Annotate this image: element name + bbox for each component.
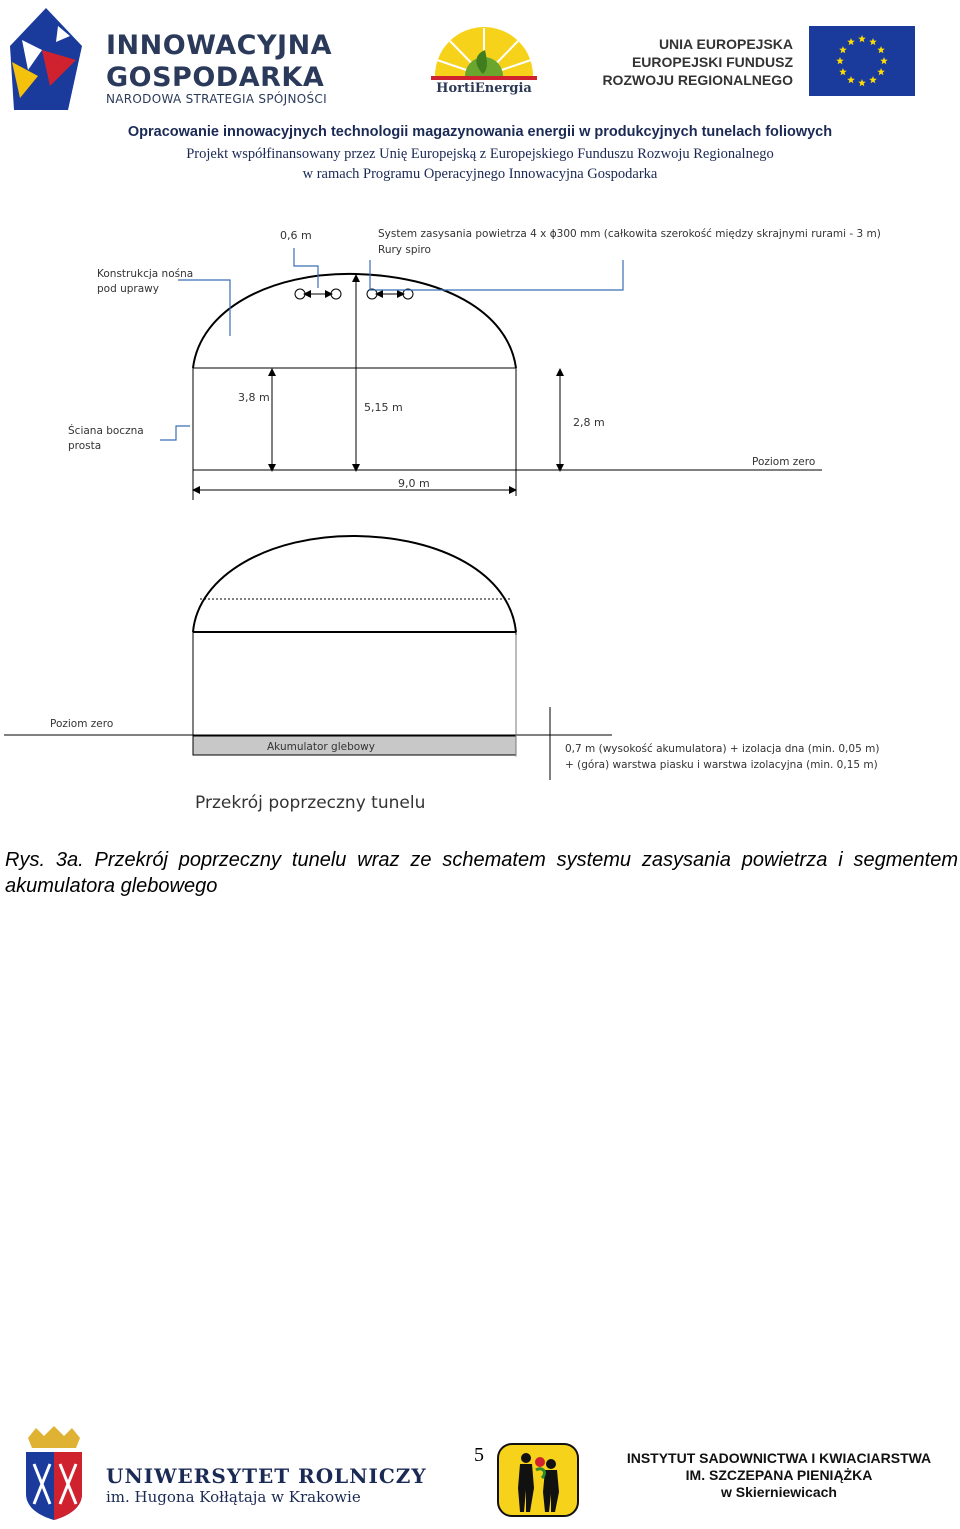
university-crest-icon	[22, 1424, 86, 1520]
institute-logo-icon	[496, 1442, 580, 1518]
structure-label-2: pod uprawy	[97, 283, 159, 295]
accumulator-label: Akumulator glebowy	[267, 741, 375, 753]
logo-line-3: NARODOWA STRATEGIA SPÓJNOŚCI	[106, 92, 327, 106]
project-title: Opracowanie innowacyjnych technologii magazynowania energii w produkcyjnych tunelach foliowych	[127, 124, 833, 140]
innowacyjna-gospodarka-logo	[6, 6, 366, 112]
air-system-leader	[370, 260, 623, 290]
logo-line-1: INNOWACYJNA	[106, 30, 333, 61]
side-height-label: 2,8 m	[573, 416, 605, 429]
accumulator-note-1: 0,7 m (wysokość akumulatora) + izolacja dna (min. 0,05 m)	[565, 743, 880, 755]
eu-line-3: ROZWOJU REGIONALNEGO	[602, 72, 793, 88]
eu-flag-icon	[809, 26, 915, 96]
pipe-spacing-label: 0,6 m	[280, 229, 312, 242]
program-line: w ramach Programu Operacyjnego Innowacyjna Gospodarka	[302, 166, 658, 182]
institute-line-1: INSTYTUT SADOWNICTWA I KWIACIARSTWA	[626, 1450, 932, 1466]
side-wall-leader	[160, 426, 190, 440]
accumulator-note-2: + (góra) warstwa piasku i warstwa izolacyjna (min. 0,15 m)	[565, 759, 878, 771]
width-label: 9,0 m	[398, 477, 430, 490]
tunnel-diagram-top	[0, 200, 960, 520]
figure-caption: Rys. 3a. Przekrój poprzeczny tunelu wraz ze schematem systemu zasysania powietrza i segmentem akumulatora glebowego	[5, 849, 958, 897]
university-line-1: UNIWERSYTET ROLNICZY	[106, 1464, 427, 1488]
structure-label-1: Konstrukcja nośna	[97, 268, 194, 280]
diagram-title: Przekrój poprzeczny tunelu	[195, 793, 426, 813]
institute-line-3: w Skierniewicach	[721, 1484, 837, 1500]
hortienergia-logo	[425, 24, 543, 100]
side-wall-label-1: Ściana boczna	[68, 425, 144, 437]
total-height-label: 5,15 m	[364, 401, 403, 414]
cofinance-line: Projekt współfinansowany przez Unię Europejską z Europejskiego Funduszu Rozwoju Regionalnego	[186, 146, 774, 162]
pipe-1	[295, 289, 305, 299]
tunnel-diagram-bottom	[0, 525, 960, 815]
logo-line-2: GOSPODARKA	[106, 62, 325, 93]
ground-label-top: Poziom zero	[752, 456, 816, 468]
air-system-label-2: Rury spiro	[378, 244, 431, 256]
eu-line-1: UNIA EUROPEJSKA	[658, 36, 793, 52]
wall-height-label: 3,8 m	[238, 391, 270, 404]
ground-label-bottom: Poziom zero	[50, 718, 114, 730]
hortienergia-text: HortiEnergia	[436, 81, 532, 96]
innowacyjna-star-icon	[6, 6, 86, 112]
air-system-label-1: System zasysania powietrza 4 x ϕ300 mm (całkowita szerokość między skrajnymi rurami - 3 m)	[378, 228, 881, 240]
sun-icon	[425, 24, 543, 84]
side-wall-label-2: prosta	[68, 440, 102, 452]
page-number: 5	[474, 1444, 484, 1466]
structure-leader	[178, 280, 230, 336]
pipe-spacing-leader	[294, 248, 318, 288]
university-line-2: im. Hugona Kołłątaja w Krakowie	[106, 1488, 361, 1506]
eu-line-2: EUROPEJSKI FUNDUSZ	[631, 54, 793, 70]
tunnel-roof-arc	[193, 274, 516, 368]
pipe-2	[331, 289, 341, 299]
university-logo	[22, 1424, 427, 1520]
eu-logo	[600, 30, 915, 100]
institute-line-2: IM. SZCZEPANA PIENIĄŻKA	[685, 1467, 873, 1483]
tunnel-roof-arc-2	[193, 536, 516, 632]
